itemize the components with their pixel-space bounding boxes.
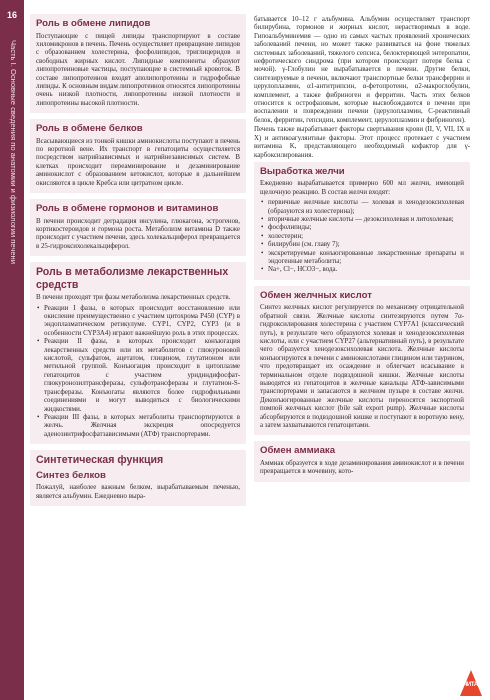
proteins-box xyxy=(30,119,246,193)
list-item: • Реакции I фазы, в которых происходит восстановление или окисление преимущественно с участием цитохрома P450 (CYP) в эндоплазматическом ретикулуме. CYP1, CYP2, CYP3 (и в особенности CYP3A4) играют важнейшую роль в этих процессах. xyxy=(44,305,240,339)
running-head xyxy=(6,40,18,480)
right-column xyxy=(254,14,470,488)
ammonia-box xyxy=(254,441,470,481)
albumin-block xyxy=(254,14,470,162)
list-item: • экскретируемые конъюгированные лекарственные препараты и эндогенные метаболиты; xyxy=(268,250,464,267)
page-number: 16 xyxy=(6,10,17,20)
left-column xyxy=(30,14,246,512)
publisher-logo xyxy=(460,668,482,696)
list-item: • Реакции III фазы, в которых метаболиты транспортируются в желчь. Желчная экскреция опосредуется аденозинтрифосфатзависимыми (АТФ) транспортерами. xyxy=(44,414,240,439)
list-item: • фосфолипиды; xyxy=(268,224,464,232)
list-item: • первичные желчные кислоты — холевая и хенодезоксихолевая (образуются из холестерина); xyxy=(268,199,464,216)
hormones-box xyxy=(30,199,246,256)
list-item: • Na+, Cl−, HCO3−, вода. xyxy=(268,266,464,274)
drugs-title: Роль в метаболизме лекарственных средств xyxy=(36,266,229,291)
proteins-text: Всасывающиеся из тонкой кишки аминокислоты поступают в печень по воротной вене. Их транспорт в гепатоциты осуществляется посредством натрийзависимых и натрийнезависимых систем. В клетках происходит переаминирование и дезаминирование аминокислот с образованием кетокислот, которые в дальнейшем окисляются в цикле Кребса или цитратном цикле. xyxy=(36,137,240,187)
proteins-title: Роль в обмене белков xyxy=(36,123,143,135)
list-item: • холестерин; xyxy=(268,233,464,241)
ammonia-text: Аммиак образуется в ходе дезаминирования аминокислот и в печени превращается в мочевину, кото- xyxy=(260,459,464,476)
bile-acids-title: Обмен желчных кислот xyxy=(260,289,372,301)
lipids-text: Поступающие с пищей липиды транспортируют в составе хиломикронов в печень. Печень осуществляет превращение липидов с образованием холестерина, фосфолипидов, триглицеридов и свободных жирных кислот. Липидные компоненты образуют липопротеиновые частицы, поступающие в системный кровоток. В составе липопротеинов входят аполипопротеины и гидрофобные липиды. К основным видам липопротеинов относятся липопротеины очень низкой плотности, липопротеины низкой плотности и липопротеины высокой плотности. xyxy=(36,32,240,107)
bile-title: Выработка желчи xyxy=(260,165,345,177)
list-item: • билирубин (см. главу 7); xyxy=(268,241,464,249)
synthetic-section-box xyxy=(30,450,246,506)
list-item: • Реакции II фазы, в которых происходит конъюгация лекарственных средств или их метаболитов с глюкуроновой кислотой, сульфатом, ацетатом, глицином, глутатионом или метильной группой. Конъюгация происходит в цитоплазме гепатоцитов с участием уридиндифосфат-глюкуронозилтрансферазы, сульфотрансферазы и глутатион-S-трансферазы. Конъюгаты являются более гидрофильными соединениями и могут выводиться с биологическими жидкостями. xyxy=(44,338,240,414)
drugs-list xyxy=(36,305,240,440)
drugs-box xyxy=(30,262,246,444)
coagulation-text: Печень также вырабатывает факторы свертывания крови (II, V, VII, IX и X) и антикоагулянтные факторы. Этот процесс протекает с участием витамина K, представляющего необходимый кофактор для γ-карбоксилирования. xyxy=(254,126,470,159)
list-item: • вторичные желчные кислоты — дезоксихолевая и литохолевая; xyxy=(268,216,464,224)
hormones-title: Роль в обмене гормонов и витаминов xyxy=(36,203,219,215)
chapter-sidebar xyxy=(0,0,24,700)
bile-acids-box xyxy=(254,286,470,436)
bile-list xyxy=(260,199,464,275)
bile-intro: Ежедневно вырабатывается примерно 600 мл желчи, имеющей щелочную реакцию. В состав желчи входят: xyxy=(260,180,464,196)
running-head-text: Часть I. Основные сведения по анатомии и физиологии печени xyxy=(9,40,18,264)
synthetic-section-title: Синтетическая функция xyxy=(36,454,164,467)
lipids-box xyxy=(30,14,246,113)
bile-box xyxy=(254,162,470,280)
protein-synthesis-text: Пожалуй, наиболее важным белком, вырабатываемым печенью, является альбумин. Ежедневно выра- xyxy=(36,484,240,500)
drugs-intro: В печени проходят три фазы метаболизма лекарственных средств. xyxy=(36,294,231,302)
logo-label: ЧИТАЙ xyxy=(463,682,482,688)
lipids-title: Роль в обмене липидов xyxy=(36,18,151,29)
hormones-text: В печени происходит деградация инсулина, глюкагона, эстрогенов, кортикостероидов и гормона роста. Метаболизм витамина D также происходит с участием печени, здесь холекальциферол превращается в 25-гидроксихолекальциферол. xyxy=(36,217,240,250)
bile-acids-text: Синтез желчных кислот регулируется по механизму отрицательной обратной связи. Желчные кислоты синтезируются путем 7α-гидроксилирования холестерина с участием CYP7A1 (классический путь), в результате чего образуются холевая и хенодезоксихолевая кислоты, или с участием CYP27 (альтернативный путь), в результате чего образуется хенодезоксихолевая кислота. Желчные кислоты конъюгируются в печени с аминокислотами глицином или таурином, что предотвращает их осаждение и облегчает всасывание в терминальном отделе подвздошной кишки. Желчные кислоты выводятся из гепатоцитов в желчные канальцы АТФ-зависимыми транспортерами и запасаются в желчном пузыре в составе желчи. Деконъюгированные желчные кислоты переносятся экспортной помпой желчных кислот (bile salt export pump). Желчные кислоты абсорбируются в подвздошной кишке и поступают в воротную вену, а затем захватываются гепатоцитами. xyxy=(260,304,464,430)
ammonia-title: Обмен аммиака xyxy=(260,445,336,457)
protein-synthesis-title: Синтез белков xyxy=(36,469,106,481)
albumin-text: батывается 10–12 г альбумина. Альбумин осуществляет транспорт билирубина, гормонов и жирных кислот, нерастворимых в воде. Гипоальбуминемия — одно из самых частых проявлений хронических заболеваний печени, но может также развиваться на фоне тяжелых системных заболеваний, тяжелого сепсиса, белоктеряющей энтеропатии, нефротического синдрома (при котором происходит потеря белка с мочой). γ-Глобулин не вырабатывается в печени. Другие белки, синтезируемые в печени, включают транспортные белки трансферрин и церулоплазмин, α1-антитрипсин, α-фетопротеин, α2-макроглобулин, комплемент, а также фибриноген и ферритин. Часть этих белков относится к острофазовым, которые высвобождаются в печени при воспалении и повреждении печени (церулоплазмин, С-реактивный белок, ферритин, гепсидин, комплемент, церулоплазмин и фибриноген). xyxy=(254,16,470,124)
